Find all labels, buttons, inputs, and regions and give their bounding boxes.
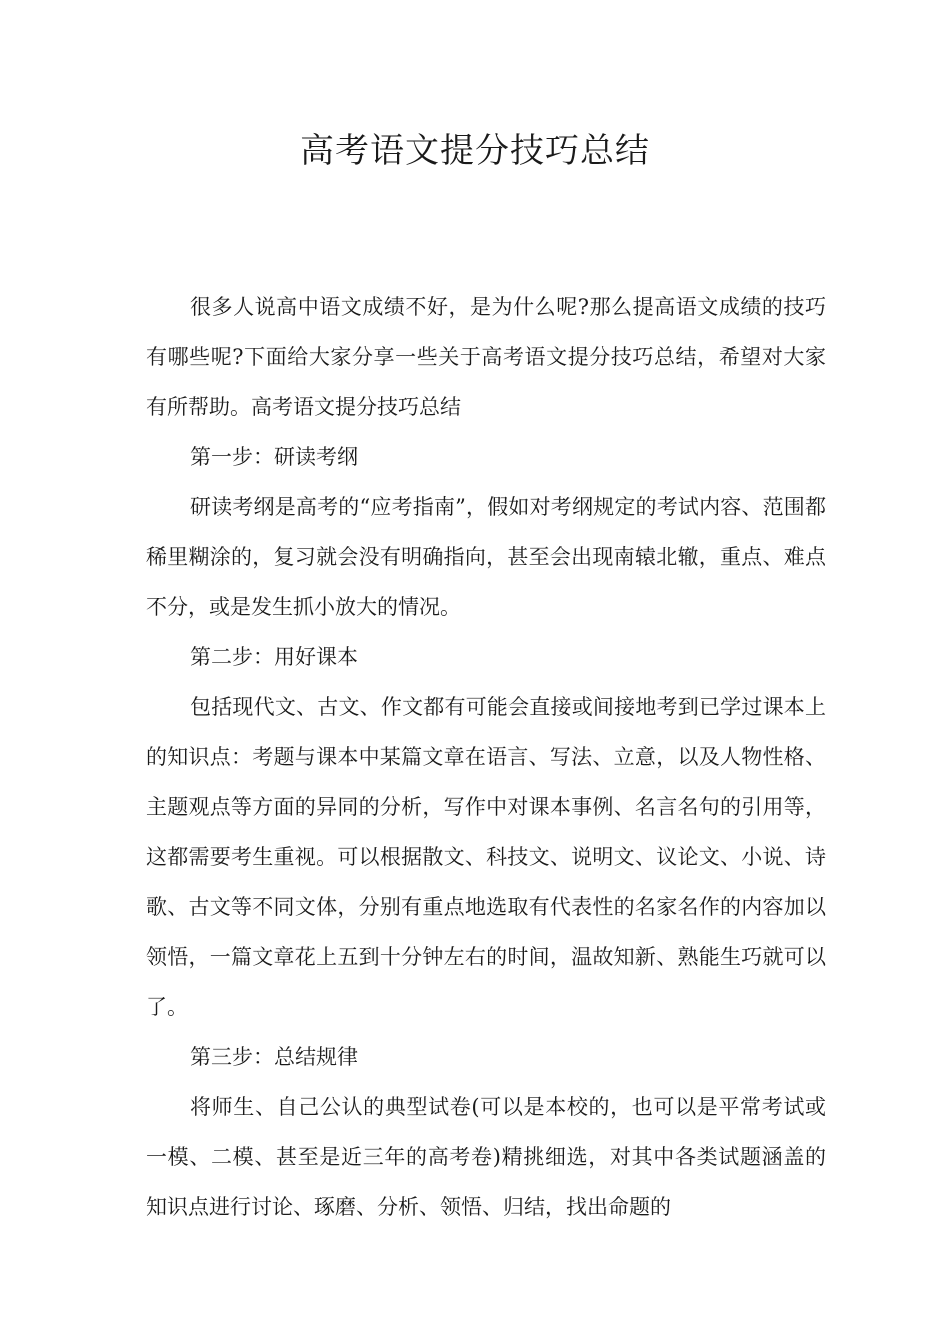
paragraph-step-3: 将师生、自己公认的典型试卷(可以是本校的，也可以是平常考试或一模、二模、甚至是近三年的高考卷)精挑细选，对其中各类试题涵盖的知识点进行讨论、琢磨、分析、领悟、归结，找出命题的 bbox=[146, 1095, 826, 1219]
heading-step-1: 第一步：研读考纲 bbox=[190, 445, 358, 469]
document-title: 高考语文提分技巧总结 bbox=[300, 131, 650, 171]
heading-step-2: 第二步：用好课本 bbox=[190, 645, 358, 669]
paragraph-step-2: 包括现代文、古文、作文都有可能会直接或间接地考到已学过课本上的知识点：考题与课本中某篇文章在语言、写法、立意，以及人物性格、主题观点等方面的异同的分析，写作中对课本事例、名言名句的引用等，这都需要考生重视。可以根据散文、科技文、说明文、议论文、小说、诗歌、古文等不同文体，分别有重点地选取有代表性的名家名作的内容加以领悟，一篇文章花上五到十分钟左右的时间，温故知新、熟能生巧就可以了。 bbox=[146, 695, 826, 1019]
heading-step-3: 第三步：总结规律 bbox=[190, 1045, 358, 1069]
paragraph-step-1: 研读考纲是高考的“应考指南”，假如对考纲规定的考试内容、范围都稀里糊涂的，复习就会没有明确指向，甚至会出现南辕北辙，重点、难点不分，或是发生抓小放大的情况。 bbox=[146, 495, 826, 619]
document-body bbox=[146, 282, 826, 1232]
paragraph-intro: 很多人说高中语文成绩不好，是为什么呢?那么提高语文成绩的技巧有哪些呢?下面给大家分享一些关于高考语文提分技巧总结，希望对大家有所帮助。高考语文提分技巧总结 bbox=[146, 295, 826, 419]
